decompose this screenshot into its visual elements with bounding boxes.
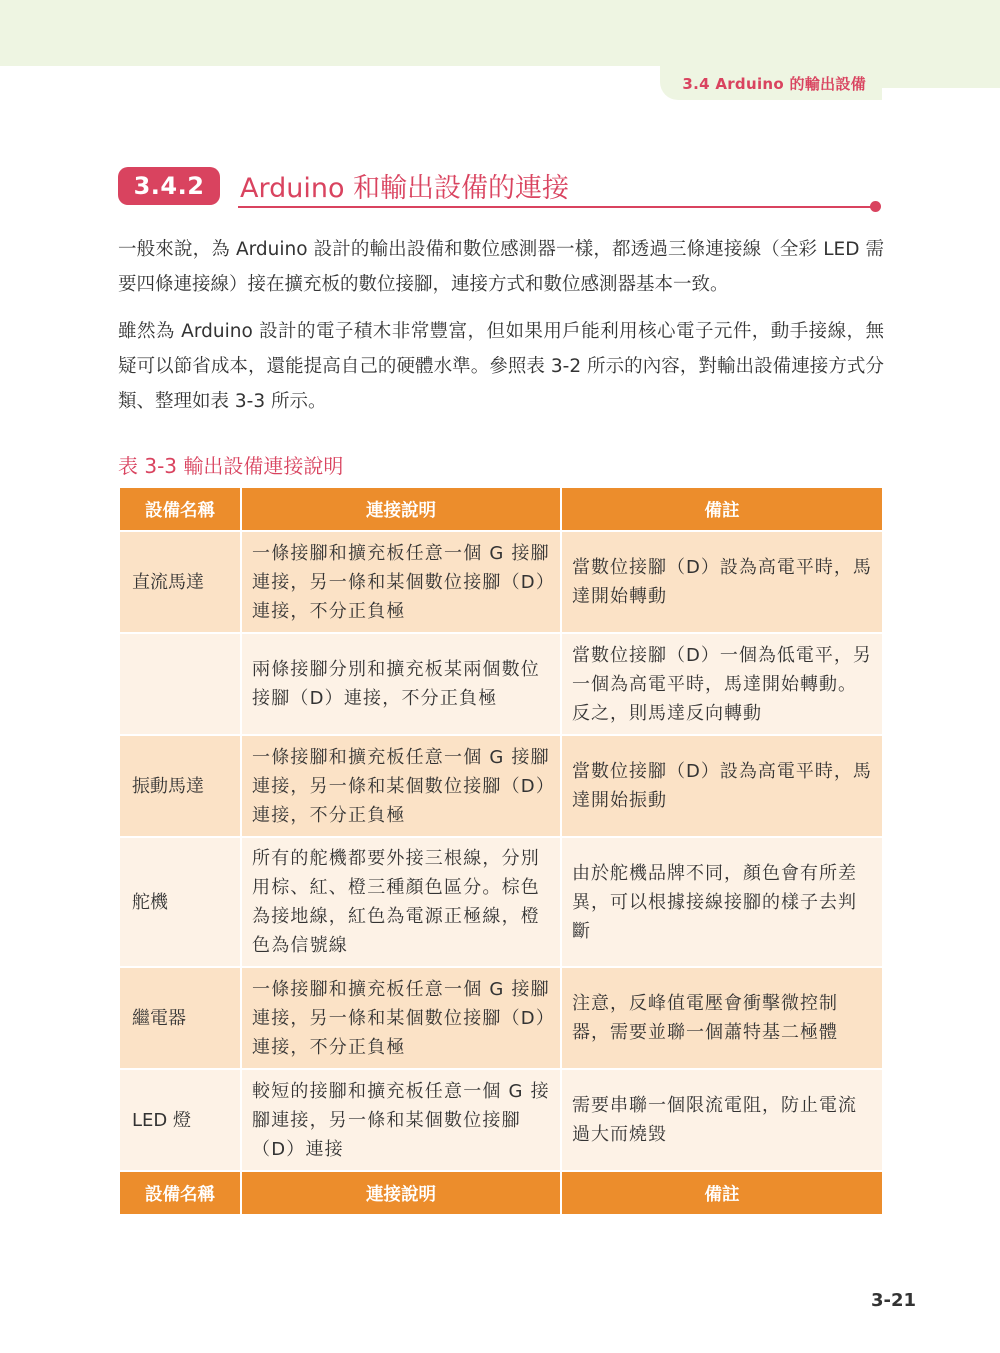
remarks-cell: 由於舵機品牌不同，顏色會有所差異，可以根據接線接腳的樣子去判斷 [561, 837, 883, 967]
section-number-badge: 3.4.2 [118, 167, 220, 205]
device-name-cell [119, 633, 241, 735]
device-name-cell: 繼電器 [119, 967, 241, 1069]
body-paragraph-1: 一般來說，為 Arduino 設計的輸出設備和數位感測器一樣，都透過三條連接線（全彩 LED 需要四條連接線）接在擴充板的數位接腳，連接方式和數位感測器基本一致。 [118, 239, 884, 295]
table-row [119, 1069, 883, 1171]
running-header: 3.4 Arduino 的輸出設備 [682, 74, 866, 93]
header-remarks: 備註 [561, 487, 883, 531]
output-device-table [118, 486, 884, 1216]
header-band-extension [880, 66, 1000, 88]
table-row [119, 967, 883, 1069]
remarks-cell: 當數位接腳（D）一個為低電平，另一個為高電平時，馬達開始轉動。反之，則馬達反向轉動 [561, 633, 883, 735]
connection-cell: 所有的舵機都要外接三根線，分別用棕、紅、橙三種顏色區分。棕色為接地線，紅色為電源正極線，橙色為信號線 [241, 837, 561, 967]
section-underline-dot [870, 201, 881, 212]
connection-cell: 兩條接腳分別和擴充板某兩個數位接腳（D）連接，不分正負極 [241, 633, 561, 735]
section-title: Arduino 和輸出設備的連接 [240, 173, 570, 204]
header-device-name: 設備名稱 [119, 487, 241, 531]
table-header-row [119, 487, 883, 531]
page-number: 3-21 [870, 1290, 916, 1311]
remarks-cell: 需要串聯一個限流電阻，防止電流過大而燒毀 [561, 1069, 883, 1171]
footer-connection: 連接說明 [241, 1171, 561, 1215]
remarks-cell: 當數位接腳（D）設為高電平時，馬達開始轉動 [561, 531, 883, 633]
footer-remarks: 備註 [561, 1171, 883, 1215]
connection-cell: 一條接腳和擴充板任意一個 G 接腳連接，另一條和某個數位接腳（D）連接，不分正負極 [241, 531, 561, 633]
remarks-cell: 注意，反峰值電壓會衝擊微控制器，需要並聯一個蕭特基二極體 [561, 967, 883, 1069]
device-name-cell: LED 燈 [119, 1069, 241, 1171]
connection-cell: 一條接腳和擴充板任意一個 G 接腳連接，另一條和某個數位接腳（D）連接，不分正負極 [241, 967, 561, 1069]
table-row [119, 735, 883, 837]
running-header-tab [660, 66, 882, 100]
table-row [119, 837, 883, 967]
device-name-cell: 直流馬達 [119, 531, 241, 633]
body-paragraph-2: 雖然為 Arduino 設計的電子積木非常豐富，但如果用戶能利用核心電子元件，動手接線，無疑可以節省成本，還能提高自己的硬體水準。參照表 3-2 所示的內容，對輸出設備連接方式分類、整理如表 3-3 所示。 [118, 321, 884, 412]
remarks-cell: 當數位接腳（D）設為高電平時，馬達開始振動 [561, 735, 883, 837]
section-heading [118, 162, 884, 212]
device-name-cell: 振動馬達 [119, 735, 241, 837]
top-color-band [0, 0, 1000, 66]
device-name-cell: 舵機 [119, 837, 241, 967]
table-footer-row [119, 1171, 883, 1215]
table-caption: 表 3-3 輸出設備連接說明 [118, 454, 344, 478]
header-connection: 連接說明 [241, 487, 561, 531]
table-row [119, 531, 883, 633]
section-underline [238, 206, 874, 208]
connection-cell: 較短的接腳和擴充板任意一個 G 接腳連接，另一條和某個數位接腳（D）連接 [241, 1069, 561, 1171]
table-row [119, 633, 883, 735]
footer-device-name: 設備名稱 [119, 1171, 241, 1215]
connection-cell: 一條接腳和擴充板任意一個 G 接腳連接，另一條和某個數位接腳（D）連接，不分正負極 [241, 735, 561, 837]
